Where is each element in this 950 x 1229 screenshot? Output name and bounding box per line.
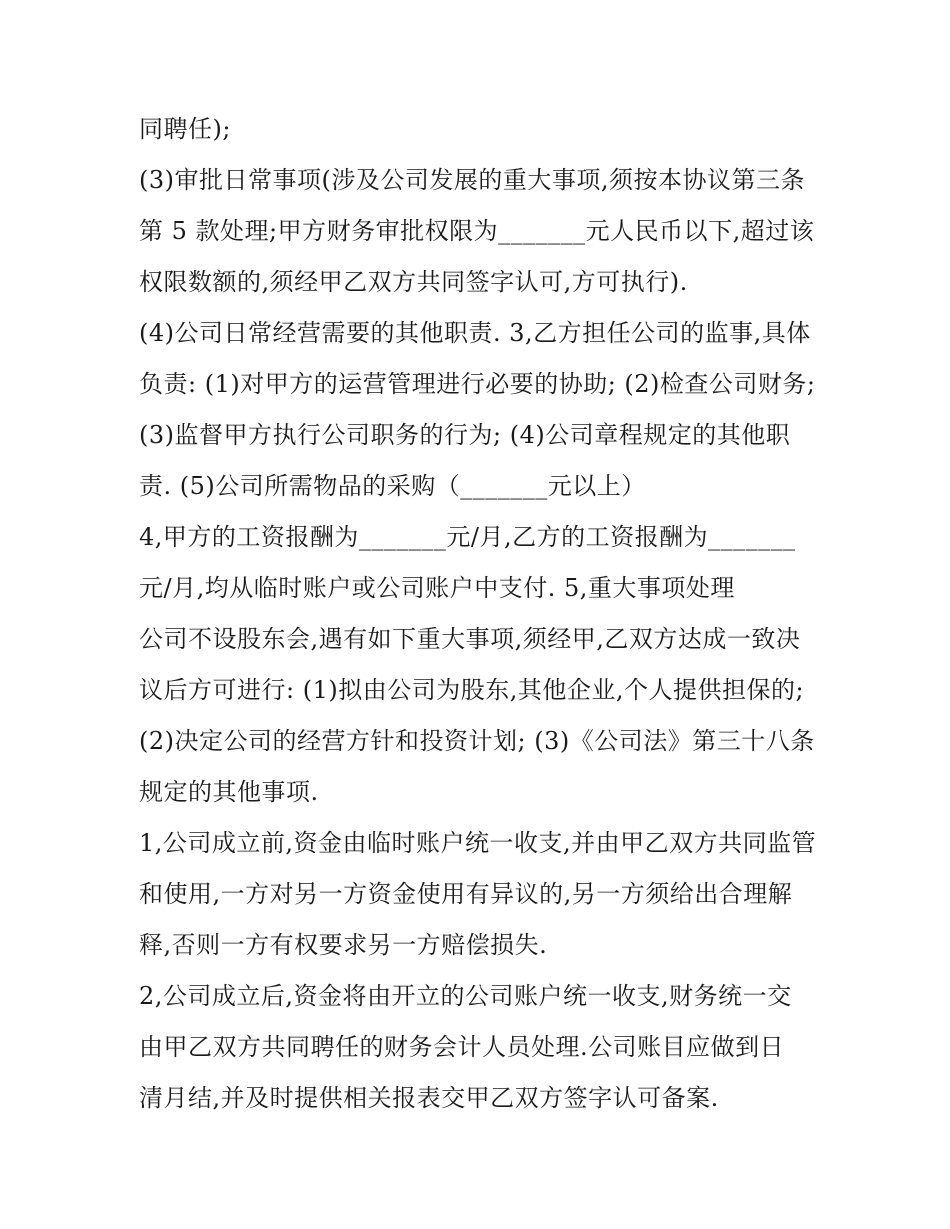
text-line: 释,否则一方有权要求另一方赔偿损失.: [139, 931, 548, 959]
text-line: 1,公司成立前,资金由临时账户统一收支,并由甲乙双方共同监管: [139, 829, 817, 857]
text-line: 负责: (1)对甲方的运营管理进行必要的协助; (2)检查公司财务;: [139, 370, 816, 398]
text-line: 2,公司成立后,资金将由开立的公司账户统一收支,财务统一交: [139, 982, 792, 1010]
document-text-body: [139, 104, 819, 1124]
text-line: (3)审批日常事项(涉及公司发展的重大事项,须按本协议第三条: [139, 166, 805, 194]
text-line: (3)监督甲方执行公司职务的行为; (4)公司章程规定的其他职: [139, 421, 791, 449]
text-line: (4)公司日常经营需要的其他职责. 3,乙方担任公司的监事,具体: [139, 319, 811, 347]
text-line: 元/月,均从临时账户或公司账户中支付. 5,重大事项处理: [139, 574, 735, 602]
text-line: 权限数额的,须经甲乙双方共同签字认可,方可执行).: [139, 268, 688, 296]
text-line: 规定的其他事项.: [139, 778, 319, 806]
text-line: 和使用,一方对另一方资金使用有异议的,另一方须给出合理解: [139, 880, 793, 908]
text-line: 议后方可进行: (1)拟由公司为股东,其他企业,个人提供担保的;: [139, 676, 805, 704]
text-line: 由甲乙双方共同聘任的财务会计人员处理.公司账目应做到日: [139, 1033, 785, 1061]
text-line: 公司不设股东会,遇有如下重大事项,须经甲,乙双方达成一致决: [139, 625, 801, 653]
text-line: 同聘任);: [139, 115, 231, 143]
text-line: (2)决定公司的经营方针和投资计划; (3)《公司法》第三十八条: [139, 727, 815, 755]
text-line: 4,甲方的工资报酬为_______元/月,乙方的工资报酬为_______: [139, 523, 796, 551]
text-line: 责. (5)公司所需物品的采购（_______元以上）: [139, 472, 646, 500]
text-line: 第 5 款处理;甲方财务审批权限为_______元人民币以下,超过该: [139, 217, 815, 245]
text-line: 清月结,并及时提供相关报表交甲乙双方签字认可备案.: [139, 1084, 719, 1112]
